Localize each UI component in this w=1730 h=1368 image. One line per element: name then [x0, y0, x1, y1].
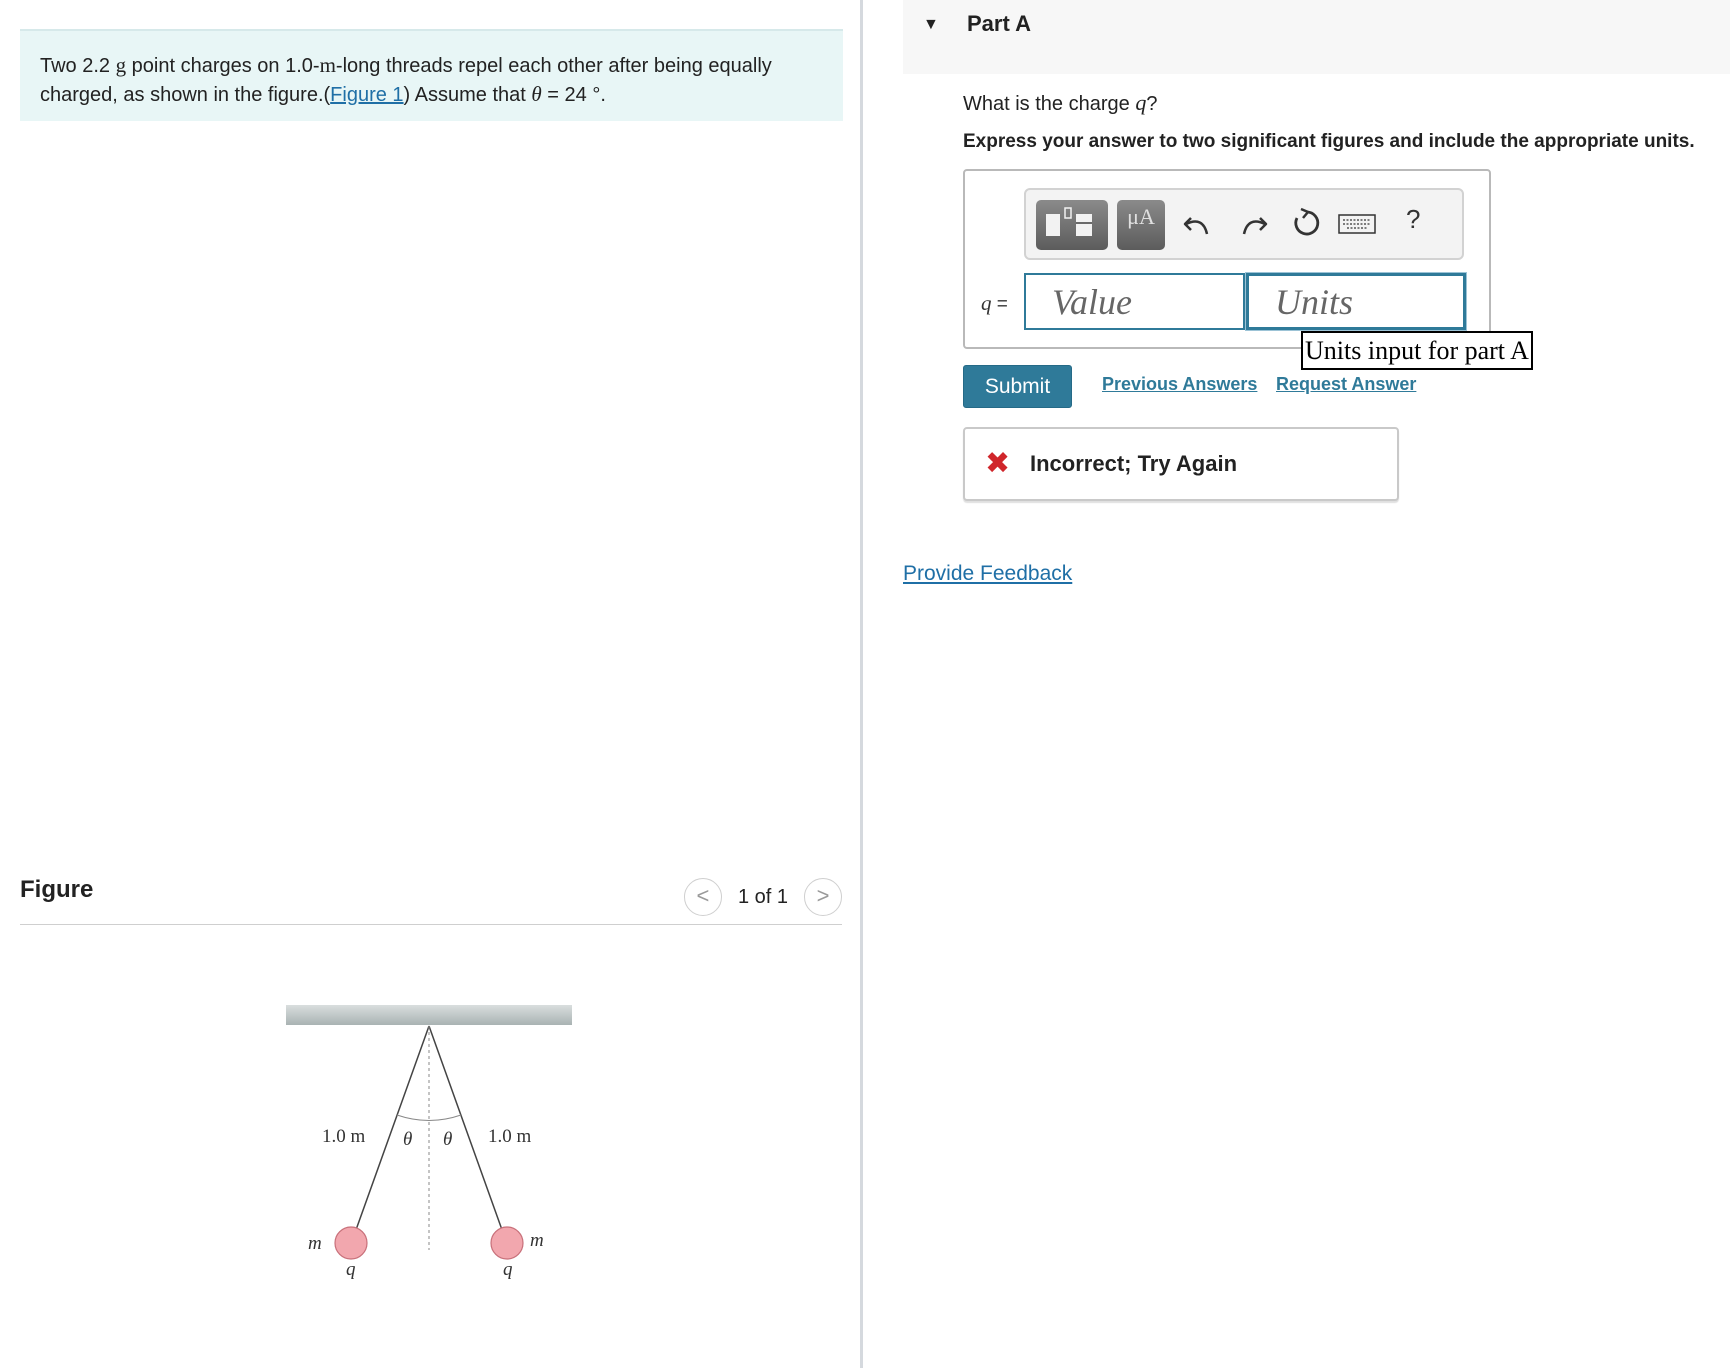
theta-left-label: θ — [403, 1129, 413, 1150]
answer-box — [963, 169, 1491, 349]
question-text — [963, 90, 1157, 116]
mass-unit: g — [115, 53, 127, 77]
problem-text-2: point charges on 1.0- — [126, 55, 320, 77]
problem-text-1: Two 2.2 — [40, 55, 116, 77]
help-icon[interactable]: ? — [1406, 204, 1421, 234]
templates-icon — [1036, 200, 1108, 250]
problem-text-3: -long threads repel each other after being equally charged, as shown in the figure.( — [40, 55, 772, 106]
pager-text: 1 of 1 — [737, 885, 788, 908]
length-unit: m — [319, 53, 336, 77]
theta-right-label: θ — [443, 1129, 453, 1150]
part-a-header[interactable] — [903, 0, 1730, 74]
templates-button[interactable] — [1036, 200, 1108, 250]
provide-feedback-link[interactable]: Provide Feedback — [903, 562, 1073, 585]
mass-right-label: m — [530, 1230, 544, 1251]
right-ball — [491, 1227, 523, 1259]
ceiling — [286, 1005, 572, 1025]
charge-left-label: q — [346, 1259, 356, 1280]
next-figure-button[interactable]: > — [804, 878, 842, 916]
problem-statement — [20, 29, 843, 121]
problem-text-4: ) Assume that — [403, 84, 532, 106]
feedback-box — [963, 427, 1399, 501]
left-panel — [0, 0, 862, 1368]
figure-header — [20, 870, 842, 925]
question-variable: q — [1135, 90, 1147, 115]
answer-variable-label — [981, 291, 1008, 316]
error-icon: ✖ — [985, 447, 1011, 480]
part-title: Part A — [967, 11, 1031, 36]
question-text-2: ? — [1146, 93, 1158, 115]
figure-link[interactable]: Figure 1 — [330, 84, 404, 106]
left-length-label: 1.0 m — [322, 1126, 366, 1147]
redo-icon[interactable] — [1236, 206, 1270, 240]
previous-figure-button[interactable]: < — [684, 878, 722, 916]
theta-symbol: θ — [531, 82, 542, 106]
keyboard-icon[interactable] — [1337, 206, 1377, 240]
question-text-1: What is the charge — [963, 93, 1136, 115]
panel-divider[interactable] — [860, 0, 863, 1368]
answer-instruction: Express your answer to two significant figures and include the appropriate units. — [963, 131, 1695, 152]
problem-text-5: = 24 °. — [541, 84, 606, 106]
reset-icon[interactable] — [1290, 206, 1324, 240]
pendulum-diagram — [270, 990, 600, 1290]
mass-left-label: m — [308, 1233, 322, 1254]
figure-title: Figure — [20, 876, 94, 903]
previous-answers-link[interactable]: Previous Answers — [1102, 374, 1258, 394]
left-ball — [335, 1227, 367, 1259]
pendulum-figure — [270, 990, 600, 1290]
answer-variable: q — [981, 291, 992, 315]
collapse-toggle-icon[interactable]: ▼ — [923, 16, 939, 33]
submit-button[interactable]: Submit — [963, 365, 1072, 408]
units-input[interactable] — [1246, 273, 1466, 330]
undo-icon[interactable] — [1181, 206, 1215, 240]
request-answer-link[interactable]: Request Answer — [1276, 374, 1417, 394]
feedback-text: Incorrect; Try Again — [1030, 451, 1238, 476]
equals-sign: = — [991, 294, 1008, 315]
math-toolbar — [1024, 188, 1464, 260]
value-input[interactable] — [1024, 273, 1245, 330]
units-tooltip: Units input for part A — [1301, 331, 1533, 370]
units-button[interactable] — [1117, 200, 1165, 250]
figure-pager — [684, 878, 842, 916]
charge-right-label: q — [503, 1259, 513, 1280]
units-icon: μA — [1127, 204, 1155, 229]
right-length-label: 1.0 m — [488, 1126, 532, 1147]
